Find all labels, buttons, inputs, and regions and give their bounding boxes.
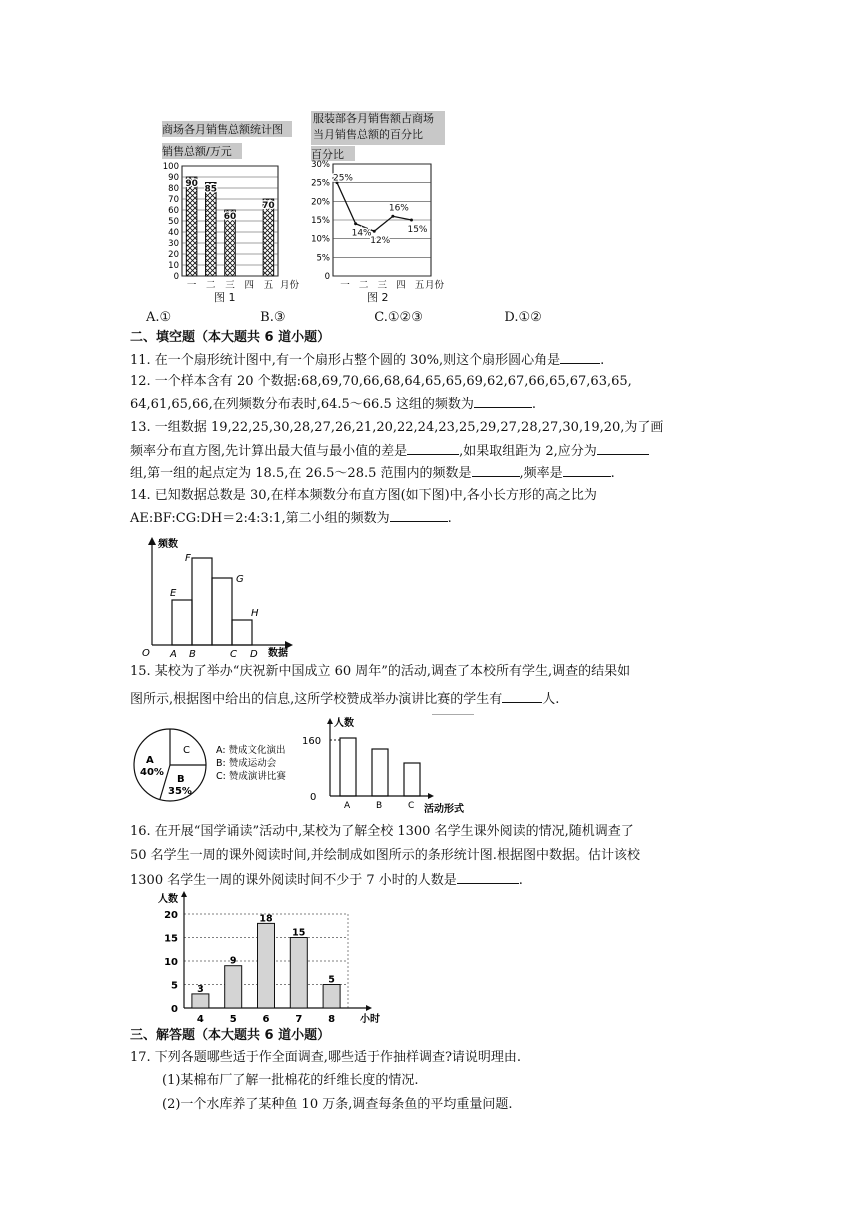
bar15-xlabel: 活动形式 [424,804,464,815]
bar15-bar-b [372,749,388,796]
q13-line3 [130,464,615,483]
fig1-data-label: 90 [185,179,198,189]
fig1-bar [186,177,197,276]
option-c[interactable]: C.①②③ [374,310,423,325]
fig3-data-label: 18 [259,913,273,925]
q14-histogram [130,533,300,658]
bar15-cat-c: C [408,801,415,811]
fig2-ytick: 25% [311,178,330,189]
bar15-ytick: 160 [302,736,322,747]
fig2-data-label: 25% [332,173,354,184]
fig1-ytick: 70 [168,195,179,205]
fig1-ytick: 30 [168,239,179,249]
fig2-title [313,111,434,143]
q16-answer-blank[interactable] [457,871,519,884]
fig1-xtick: 一 [186,280,197,291]
fig1-ytick: 20 [168,250,179,260]
hist-bar-bf [192,558,212,645]
fig3-data-label: 5 [328,974,335,986]
fig2-ytick: 30% [311,160,330,170]
pie-legend-b: B: 赞成运动会 [216,758,277,769]
q13-blank-groups[interactable] [597,442,649,455]
fig1-data-label: 60 [223,212,237,222]
fig2-chart [305,158,455,298]
q13-blank-rate[interactable] [563,464,611,477]
fig2-data-label: 15% [407,225,428,235]
fig1-ylabel: 销售总额/万元 [162,145,232,158]
option-d[interactable]: D.①② [504,310,542,325]
pie-label-a: A [146,755,154,766]
q15-bar-chart [300,716,480,816]
q15-pie-chart [130,725,310,805]
fig1-xtick: 四 [244,280,254,291]
fig3-xtick: 5 [229,1014,237,1025]
fig3-bar [323,985,340,1009]
section3-title: 三、解答题（本大题共 6 道小题） [130,1028,331,1043]
pie-legend-a: A: 赞成文化演出 [216,745,286,756]
q17-item2: (2)一个水库养了某种鱼 10 万条,调查每条鱼的平均重量问题. [162,1097,513,1112]
q17-line1: 17. 下列各题哪些适于作全面调查,哪些适于作抽样调查?请说明理由. [130,1050,522,1065]
hist-ylabel: 频数 [158,539,178,550]
fig3-ytick: 0 [171,1004,178,1015]
fig2-ylabel: 百分比 [311,148,344,161]
fig2-point [410,219,413,222]
fig2-xtick: 四 [396,280,406,291]
fig1-ytick: 60 [168,206,179,216]
fig3-xlabel: 小时 [360,1014,380,1025]
fig1-xtick: 三 [225,280,235,291]
q14-text: AE:BF:CG:DH＝2:4:3:1,第二小组的频数为 [130,511,390,526]
q15-text: 图所示,根据图中给出的信息,这所学校赞成举办演讲比赛的学生有 [130,692,503,707]
q15-end: 人. [542,692,560,707]
fig1-chart [160,158,310,298]
hist-top-h: H [251,608,259,619]
pie-label-b: B [177,774,185,785]
fig3-ytick: 20 [164,910,178,921]
q12-line2 [130,395,536,414]
fig1-data-label: 70 [262,201,275,211]
q11-text: 11. 在一个扇形统计图中,有一个扇形占整个圆的 30%,则这个扇形圆心角是 [130,353,561,368]
fig1-xtick: 五 [263,280,274,291]
q13-blank-frequency[interactable] [472,464,520,477]
section2-title: 二、填空题（本大题共 6 道小题） [130,330,331,345]
q12-end: . [531,397,536,412]
fig3-bar [192,994,209,1008]
fig3-bar [225,966,242,1008]
fig2-title-line2: 当月销售总额的百分比 [313,128,423,141]
fig3-xtick: 7 [295,1014,303,1025]
q11-answer-blank[interactable] [560,351,600,364]
fig2-data-label: 14% [351,228,372,239]
hist-xlabel: 数据 [268,648,288,658]
hist-point-b: B [189,649,196,658]
hist-top-g: G [236,574,244,585]
q16-bar-chart [150,888,390,1028]
hist-top-e: E [170,588,177,599]
fig2-data-label: 16% [388,203,409,214]
fig2-xtick: 一 [340,280,350,291]
bar15-bar-c [404,763,420,796]
fig3-xtick: 8 [328,1014,336,1025]
hist-bar-cg [212,578,232,645]
q13-text-d: ,频率是 [519,466,563,481]
fig2-ytick: 20% [311,197,330,208]
option-a[interactable]: A.① [146,310,172,325]
hist-origin: O [142,648,150,658]
pie-label-c: C [183,745,190,756]
bar15-origin: 0 [310,792,317,803]
fig3-ytick: 5 [171,980,178,992]
fig1-data-label: 85 [204,184,218,195]
q16-line2: 50 名学生一周的课外阅读时间,并绘制成如图所示的条形统计图.根据图中数据。估计该校 [130,848,640,863]
q15-divider [432,714,474,715]
bar15-cat-a: A [344,801,351,811]
q16-text: 1300 名学生一周的课外阅读时间不少于 7 小时的人数是 [130,873,457,888]
fig3-data-label: 3 [197,983,204,995]
fig2-data-label: 12% [370,236,391,247]
q13-end: . [610,466,615,481]
question-11 [130,351,604,370]
q16-end: . [518,873,523,888]
fig1-ytick: 40 [168,228,179,238]
q14-line2 [130,509,452,528]
fig2-ytick: 15% [311,216,330,226]
fig2-xunit: 月份 [425,280,445,291]
fig2-point [354,222,357,225]
fig2-point [391,215,394,218]
bar15-x-arrow [428,793,434,799]
hist-point-a: A [170,649,177,658]
fig2-point [373,230,376,233]
fig2-ytick: 5% [316,253,330,264]
q14-answer-blank[interactable] [390,509,448,522]
fig1-ytick: 80 [168,184,179,194]
fig1-xunit: 月份 [280,280,300,291]
q17-item1: (1)某棉布厂了解一批棉花的纤维长度的情况. [162,1073,419,1088]
q15-line1: 15. 某校为了举办“庆祝新中国成立 60 周年”的活动,调查了本校所有学生,调查的结果如 [130,664,631,679]
option-b[interactable]: B.③ [260,310,286,325]
fig3-ytick: 15 [164,933,178,945]
fig1-bar [206,183,217,277]
q11-end: . [600,353,605,368]
fig2-caption: 图 2 [367,291,389,304]
fig3-data-label: 15 [292,927,306,939]
question10-options [146,309,542,327]
q13-line1: 13. 一组数据 19,22,25,30,28,27,26,21,20,22,24,23,25,29,27,28,27,30,19,20,为了画 [130,420,664,435]
hist-point-c: C [230,649,237,658]
fig3-bar [290,938,307,1009]
bar15-y-arrow [327,718,333,724]
fig3-data-label: 9 [229,955,237,967]
fig1-ytick: 10 [168,261,179,271]
bar15-bar-a [340,738,356,796]
fig3-y-arrow [181,891,187,897]
fig2-ytick: 0 [324,272,330,282]
bar15-cat-b: B [376,801,383,811]
q15-line2 [130,690,559,709]
q12-line1: 12. 一个样本含有 20 个数据:68,69,70,66,68,64,65,65,69,62,67,66,65,67,63,65, [130,374,632,389]
pie-percent-b: 35% [168,786,192,797]
fig1-xtick: 二 [206,280,216,291]
fig3-xtick: 6 [262,1014,270,1025]
fig1-ytick: 0 [173,272,179,282]
hist-bar-ae [172,600,192,645]
pie-percent-a: 40% [140,767,164,778]
fig2-xtick: 二 [358,280,369,291]
fig1-ytick: 90 [168,173,179,183]
q13-text-c: 组,第一组的起点定为 18.5,在 26.5～28.5 范围内的频数是 [130,466,472,481]
q16-line1: 16. 在开展“国学诵读”活动中,某校为了解全校 1300 名学生课外阅读的情况,随机调查了 [130,824,634,839]
q13-line2 [130,442,649,461]
fig1-ytick: 100 [162,162,179,172]
fig2-xtick: 五 [414,280,425,291]
q12-text: 64,61,65,66,在列频数分布表时,64.5～66.5 这组的频数为 [130,397,474,412]
fig3-ylabel: 人数 [158,894,178,905]
fig3-bar [258,923,275,1008]
hist-point-d: D [250,649,258,658]
fig3-x-arrow [366,1005,372,1011]
q14-end: . [447,511,452,526]
hist-bar-dh [232,620,252,645]
pie-legend-c: C: 赞成演讲比赛 [216,771,286,782]
fig2-ytick: 10% [311,234,330,245]
q15-answer-blank[interactable] [502,690,542,703]
fig2-xtick: 三 [377,280,387,291]
bar15-ylabel: 人数 [334,718,354,729]
q14-line1: 14. 已知数据总数是 30,在样本频数分布直方图(如下图)中,各小长方形的高之比为 [130,488,597,503]
hist-top-f: F [185,553,191,564]
q13-blank-range[interactable] [407,442,459,455]
q13-text-b: ,如果取组距为 2,应分为 [459,444,597,459]
fig1-ytick: 50 [168,217,179,227]
fig1-title: 商场各月销售总额统计图 [162,123,283,136]
hist-y-arrow [148,537,156,545]
fig3-ytick: 10 [164,957,178,968]
fig1-caption: 图 1 [214,291,236,304]
q13-text-a: 频率分布直方图,先计算出最大值与最小值的差是 [130,444,408,459]
fig3-xtick: 4 [196,1014,204,1025]
fig2-title-line1: 服装部各月销售额占商场 [313,112,434,125]
q12-answer-blank[interactable] [474,395,532,408]
